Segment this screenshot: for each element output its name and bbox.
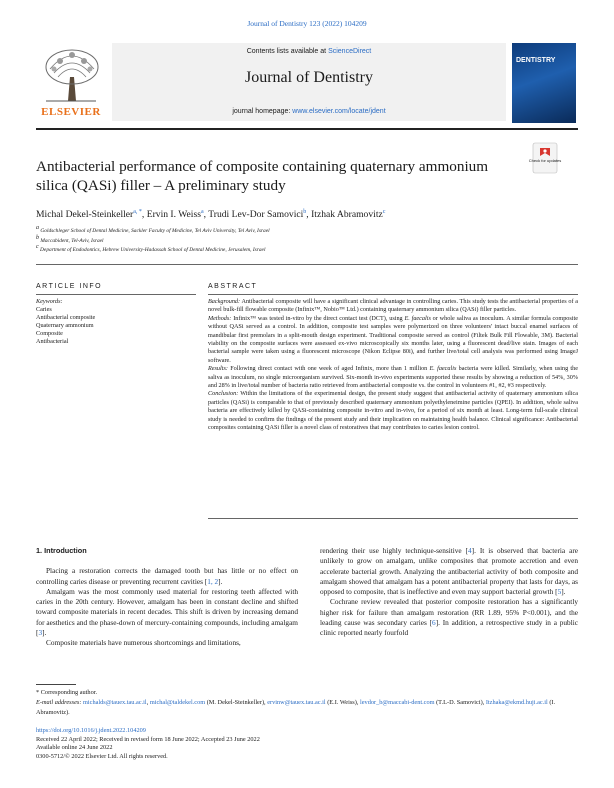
body-paragraph: [320, 597, 578, 638]
sciencedirect-link[interactable]: ScienceDirect: [328, 48, 372, 55]
article-history: [36, 727, 578, 761]
keyword-item: Composite: [36, 330, 63, 337]
email-owner: ,: [146, 698, 150, 706]
journal-header: [36, 43, 578, 125]
journal-title: Journal of Dentistry: [245, 69, 373, 86]
author-name[interactable]: Michal Dekel-Steinkeller: [36, 209, 134, 220]
paragraph-text: ]. It is observed that bacteria are unlikely to grow on amalgam, unlike composites that promote accretion and even accelerate bacterial growth. Analyzing the antibacterial activity of both composite and amalgam showed that amalgam has a potent antibacterial property that lasts for days, as opposed to composite, that is ineffective and even may support bacterial growth [: [320, 546, 578, 597]
affiliation-item: [36, 234, 578, 247]
author-affiliation-mark[interactable]: a: [200, 208, 204, 215]
citation-link[interactable]: 3: [38, 628, 43, 638]
conclusion-text: Within the limitations of the experimental design, the present study suggest that antibacterial activity of quaternary ammonium silica particles (QASi) is comparable to that of previously described quaternary ammonium polyethyleneimine particles (QPEI). In addition, whole saliva bacteria are effectively killed by QASi-containing composite in-vitro and in-vivo, for a period of six month at least. Long-term full-scale clinical study is needed to confirm the findings of the present study and their implication on maintaining health balance. Clinical significance: Antibacterial composites containing QASi filler is a novel class of restoratives that may contributes to caries lesion control.: [208, 390, 579, 432]
author-list: [36, 209, 578, 220]
keywords-label: Keywords:: [36, 298, 63, 305]
section-divider: [36, 264, 578, 265]
author-affiliation-mark[interactable]: a, *: [133, 208, 142, 215]
homepage-link[interactable]: www.elsevier.com/locate/jdent: [292, 108, 386, 115]
publisher-name: ELSEVIER: [41, 106, 101, 118]
affiliation-text: Goldschleger School of Dental Medicine, Sackler Faculty of Medicine, Tel Aviv University, Tel Aviv, Israel: [40, 228, 270, 234]
journal-cover-image[interactable]: [512, 43, 576, 123]
methods-species: E. faecalis: [404, 314, 431, 322]
author-separator: ,: [306, 209, 312, 220]
homepage-prefix: journal homepage:: [232, 108, 293, 115]
email-link[interactable]: michalds@tauex.tau.ac.il: [83, 698, 147, 706]
affiliation-item: [36, 246, 578, 256]
journal-reference[interactable]: Journal of Dentistry 123 (2022) 104209: [247, 19, 367, 28]
body-paragraph: [320, 546, 578, 597]
body-paragraph: Composite materials have numerous shortcomings and limitations,: [46, 638, 241, 648]
methods-text-b: or whole saliva as inoculum. A similar formula composite without QASi served as a control. In addition, composite test samples were polymerized on three volunteers' intact buccal enamel surfaces of mandibular first premolars in a split-mouth design experiment. Traditional composite served as control (Filtek Bulk Fill Flowable, 3M). Bacterial viability on the composite surfaces were assessed ex-vivo microscopically six months later, using a fluorescent dead/live stain. Images of each bacterial sample were taken using a fluorescent microscope (Nikon Eclipse 80i), and further live/total cell analysis was performed using ImageJ software.: [208, 314, 578, 364]
email-link[interactable]: Itzhaka@ekmd.huji.ac.il: [485, 698, 548, 706]
results-species: E. faecalis: [429, 365, 457, 373]
abstract-results: [208, 365, 578, 390]
abstract-heading: ABSTRACT: [208, 283, 258, 290]
citation-link[interactable]: 6: [432, 618, 436, 628]
author-separator: ,: [203, 209, 209, 220]
doi-link[interactable]: https://doi.org/10.1016/j.jdent.2022.104209: [36, 727, 146, 734]
keyword-item: Caries: [36, 306, 52, 313]
results-text-a: Following direct contact with one week of aged Infinix, more than 1 million: [230, 365, 430, 373]
paragraph-text: Amalgam was the most commonly used material for restoring teeth affected with caries in the 20th century. However, amalgam has been in constant decline and shifted toward composite materials in recent decades. This shift is driven by increasing demand for aesthetics and the phase-down of mercury-containing compounds, including amalgam [: [36, 586, 298, 638]
elsevier-tree-icon: [40, 47, 102, 103]
email-owner: (E.I. Weiss),: [325, 698, 360, 706]
corresponding-author-note: * Corresponding author.: [36, 689, 98, 696]
abstract-methods: [208, 315, 578, 365]
email-link[interactable]: levdor_b@maccabi-dent.com: [360, 698, 435, 706]
footnote-divider: [36, 684, 76, 685]
paragraph-text: ].: [561, 587, 566, 597]
body-column-left: [36, 546, 298, 649]
author-affiliation-mark[interactable]: c: [382, 208, 386, 215]
affiliation-list: [36, 227, 578, 256]
abstract-body: [208, 298, 578, 433]
email-link[interactable]: michal@taldekel.com: [149, 698, 206, 706]
author-name[interactable]: Trudi Lev-Dor Samovici: [208, 209, 304, 220]
cover-title: DENTISTRY: [516, 57, 556, 64]
footnotes: [36, 688, 578, 717]
abstract-bottom-divider: [208, 518, 578, 519]
email-owner: (M. Dekel-Steinkeller),: [205, 698, 268, 706]
body-column-right: [320, 546, 578, 639]
contents-line: [112, 48, 506, 55]
citation-link[interactable]: 5: [557, 587, 562, 597]
methods-text-a: Infinix™ was tested in-vitro by the direct contact test (DCT), using: [233, 314, 405, 322]
email-addresses: [36, 698, 578, 718]
header-divider: [36, 128, 578, 130]
affiliation-mark: c: [36, 244, 39, 251]
author-name[interactable]: Itzhak Abramovitz: [311, 209, 383, 220]
affiliation-mark: b: [36, 234, 39, 241]
affiliation-mark: a: [36, 225, 39, 232]
paragraph-text: Placing a restoration corrects the damaged tooth but has little or no effect on controlling caries disease or preventing recurrent cavities [: [36, 566, 298, 586]
journal-masthead: [112, 43, 506, 121]
paragraph-text: ].: [218, 576, 223, 586]
article-info-divider: [36, 294, 196, 295]
affiliation-text: Department of Endodontics, Hebrew University-Hadassah School of Dental Medicine, Jerusalem, Israel: [40, 247, 266, 253]
paragraph-text: ].: [42, 628, 47, 638]
background-text: Antibacterial composite will have a significant clinical advantage in controlling caries. This study tests the antibacterial properties of a novel bulk-fill flowable composite (Infinix™, Nobio™ Ltd.) containing quaternary ammonium silica (QASi) filler particles.: [208, 298, 578, 314]
abstract-conclusion: [208, 390, 578, 432]
paragraph-text: rendering their use highly technique-sensitive [: [320, 546, 469, 555]
author-separator: ,: [141, 209, 147, 220]
affiliation-text: Maccabident, Tel-Aviv, Israel: [40, 237, 104, 244]
citation-link[interactable]: 1, 2: [207, 576, 219, 586]
paragraph-text: ]. In addition, a retrospective study in a public clinic reported nearly fourfold: [320, 618, 578, 638]
results-text-b: bacteria were killed. Similarly, when using the saliva as inoculum, no single microorganism survived. Six-month in-vivo experiments supported these results by showing a reduction of 54%, 30% and 28% in live/total number of bacteria ratio retrieved from antibacterial composite vs. the control in volunteers #1, #2, #3 respectively.: [208, 365, 578, 390]
article-info-heading: ARTICLE INFO: [36, 283, 103, 290]
body-paragraph: [36, 587, 298, 638]
body-paragraph: [36, 566, 298, 587]
elsevier-logo[interactable]: [36, 43, 106, 121]
email-owner: (T.L-D. Samovici),: [434, 698, 486, 706]
keywords-list: [36, 306, 196, 346]
paragraph-text: Cochrane review revealed that posterior composite restoration has a significantly higher risk for failure than amalgam restoration (RR 1.89, 95% P<0.001), and the leading cause was secondary caries [: [320, 597, 578, 628]
email-label: E-mail addresses:: [36, 698, 82, 706]
abstract-background: [208, 298, 578, 315]
results-label: Results:: [208, 365, 228, 373]
online-date: Available online 24 June 2022: [36, 744, 113, 752]
email-link[interactable]: ervinw@tauex.tau.ac.il: [267, 698, 326, 706]
citation-link[interactable]: 4: [468, 546, 472, 555]
contents-prefix: Contents lists available at: [246, 48, 329, 55]
conclusion-label: Conclusion:: [208, 390, 239, 398]
keyword-item: Antibacterial: [36, 338, 69, 345]
author-name[interactable]: Ervin I. Weiss: [146, 209, 201, 220]
email-owner: (I. Abramovitz).: [36, 698, 556, 716]
keywords-block: [36, 298, 196, 346]
received-dates: Received 22 April 2022; Received in revised form 18 June 2022; Accepted 23 June 2022: [36, 735, 260, 743]
affiliation-item: [36, 227, 578, 237]
background-label: Background:: [208, 298, 241, 305]
introduction-heading: 1. Introduction: [36, 546, 87, 555]
abstract-divider: [208, 294, 578, 295]
check-for-updates-label[interactable]: Check for updates: [528, 158, 562, 163]
author-affiliation-mark[interactable]: b: [303, 208, 307, 215]
methods-label: Methods:: [208, 314, 232, 322]
keyword-item: Quaternary ammonium: [36, 322, 94, 329]
keyword-item: Antibacterial composite: [36, 314, 96, 321]
copyright-line: 0300-5712/© 2022 Elsevier Ltd. All rights reserved.: [36, 752, 168, 760]
homepage-line: [112, 108, 506, 115]
article-title: Antibacterial performance of composite containing quaternary ammonium silica (QASi) filler – A preliminary study: [36, 158, 489, 194]
